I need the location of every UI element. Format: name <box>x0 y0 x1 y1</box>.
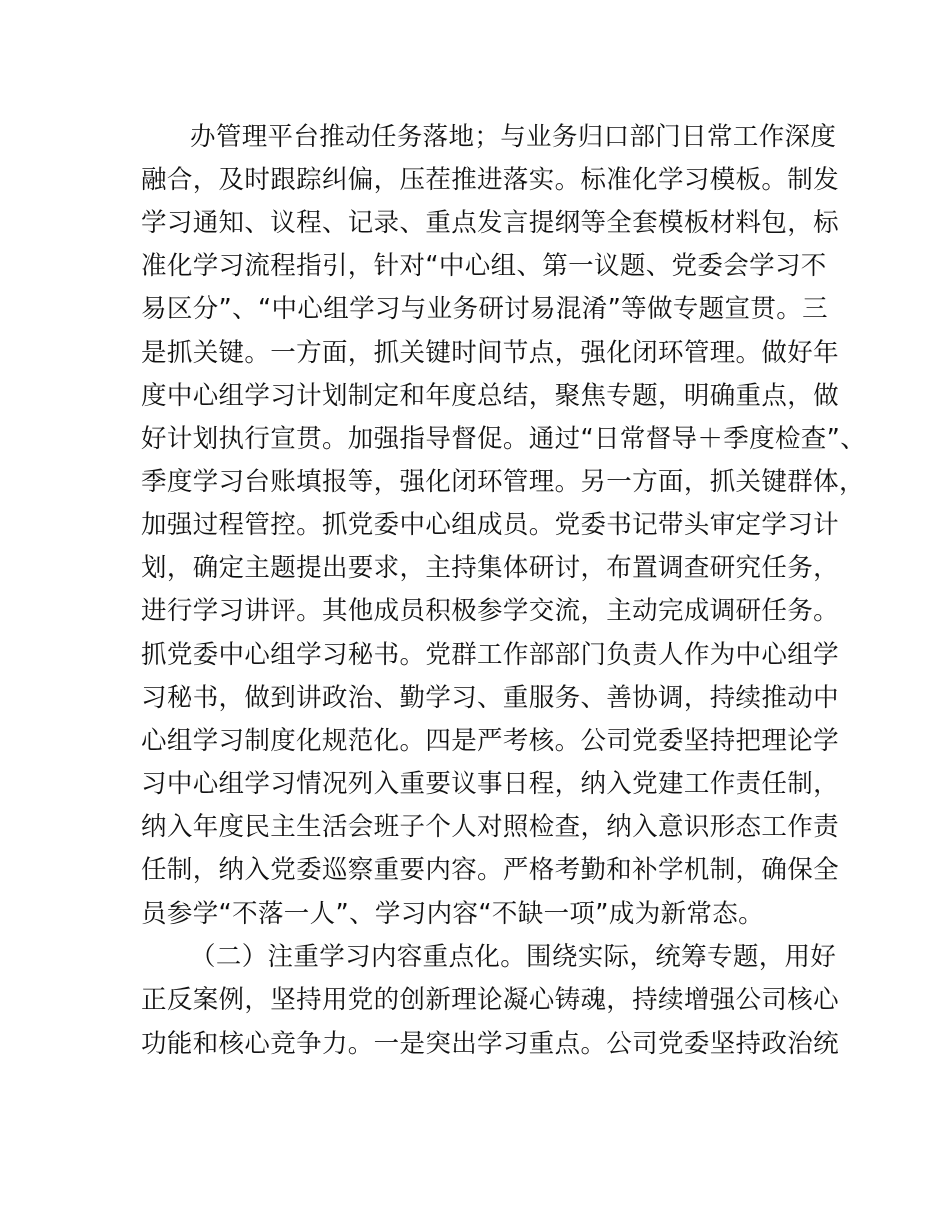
paragraph-line: 季度学习台账填报等，强化闭环管理。另一方面，抓关键群体， <box>141 467 865 497</box>
paragraph-line: 习中心组学习情况列入重要议事日程，纳入党建工作责任制， <box>141 769 839 799</box>
paragraph-line: 学习通知、议程、记录、重点发言提纲等全套模板材料包，标 <box>141 208 839 238</box>
paragraph-line: 任制，纳入党委巡察重要内容。严格考勤和补学机制，确保全 <box>141 855 839 885</box>
paragraph-line: 功能和核心竞争力。一是突出学习重点。公司党委坚持政治统 <box>141 1029 839 1059</box>
paragraph-line: 纳入年度民主生活会班子个人对照检查，纳入意识形态工作责 <box>141 812 839 842</box>
paragraph-line: 融合，及时跟踪纠偏，压茬推进落实。标准化学习模板。制发 <box>141 165 839 195</box>
paragraph-line: （二）注重学习内容重点化。围绕实际，统筹专题，用好 <box>190 942 837 972</box>
paragraph-line: 易区分”、“中心组学习与业务研讨易混淆”等做专题宣贯。三 <box>141 294 828 324</box>
paragraph-line: 办管理平台推动任务落地；与业务归口部门日常工作深度 <box>190 122 837 152</box>
paragraph-line: 划，确定主题提出要求，主持集体研讨，布置调查研究任务， <box>141 553 839 583</box>
paragraph-line: 心组学习制度化规范化。四是严考核。公司党委坚持把理论学 <box>141 726 839 756</box>
paragraph-line: 习秘书，做到讲政治、勤学习、重服务、善协调，持续推动中 <box>141 683 839 713</box>
paragraph-line: 是抓关键。一方面，抓关键时间节点，强化闭环管理。做好年 <box>141 338 839 368</box>
paragraph-line: 准化学习流程指引，针对“中心组、第一议题、党委会学习不 <box>141 251 827 281</box>
paragraph-line: 抓党委中心组学习秘书。党群工作部部门负责人作为中心组学 <box>141 640 839 670</box>
paragraph-line: 员参学“不落一人”、学习内容“不缺一项”成为新常态。 <box>141 899 764 929</box>
paragraph-line: 度中心组学习计划制定和年度总结，聚焦专题，明确重点，做 <box>141 381 839 411</box>
paragraph-line: 好计划执行宣贯。加强指导督促。通过“日常督导＋季度检查”、 <box>141 424 867 454</box>
paragraph-line: 加强过程管控。抓党委中心组成员。党委书记带头审定学习计 <box>141 510 839 540</box>
paragraph-line: 正反案例，坚持用党的创新理论凝心铸魂，持续增强公司核心 <box>141 985 839 1015</box>
paragraph-line: 进行学习讲评。其他成员积极参学交流，主动完成调研任务。 <box>141 596 839 626</box>
